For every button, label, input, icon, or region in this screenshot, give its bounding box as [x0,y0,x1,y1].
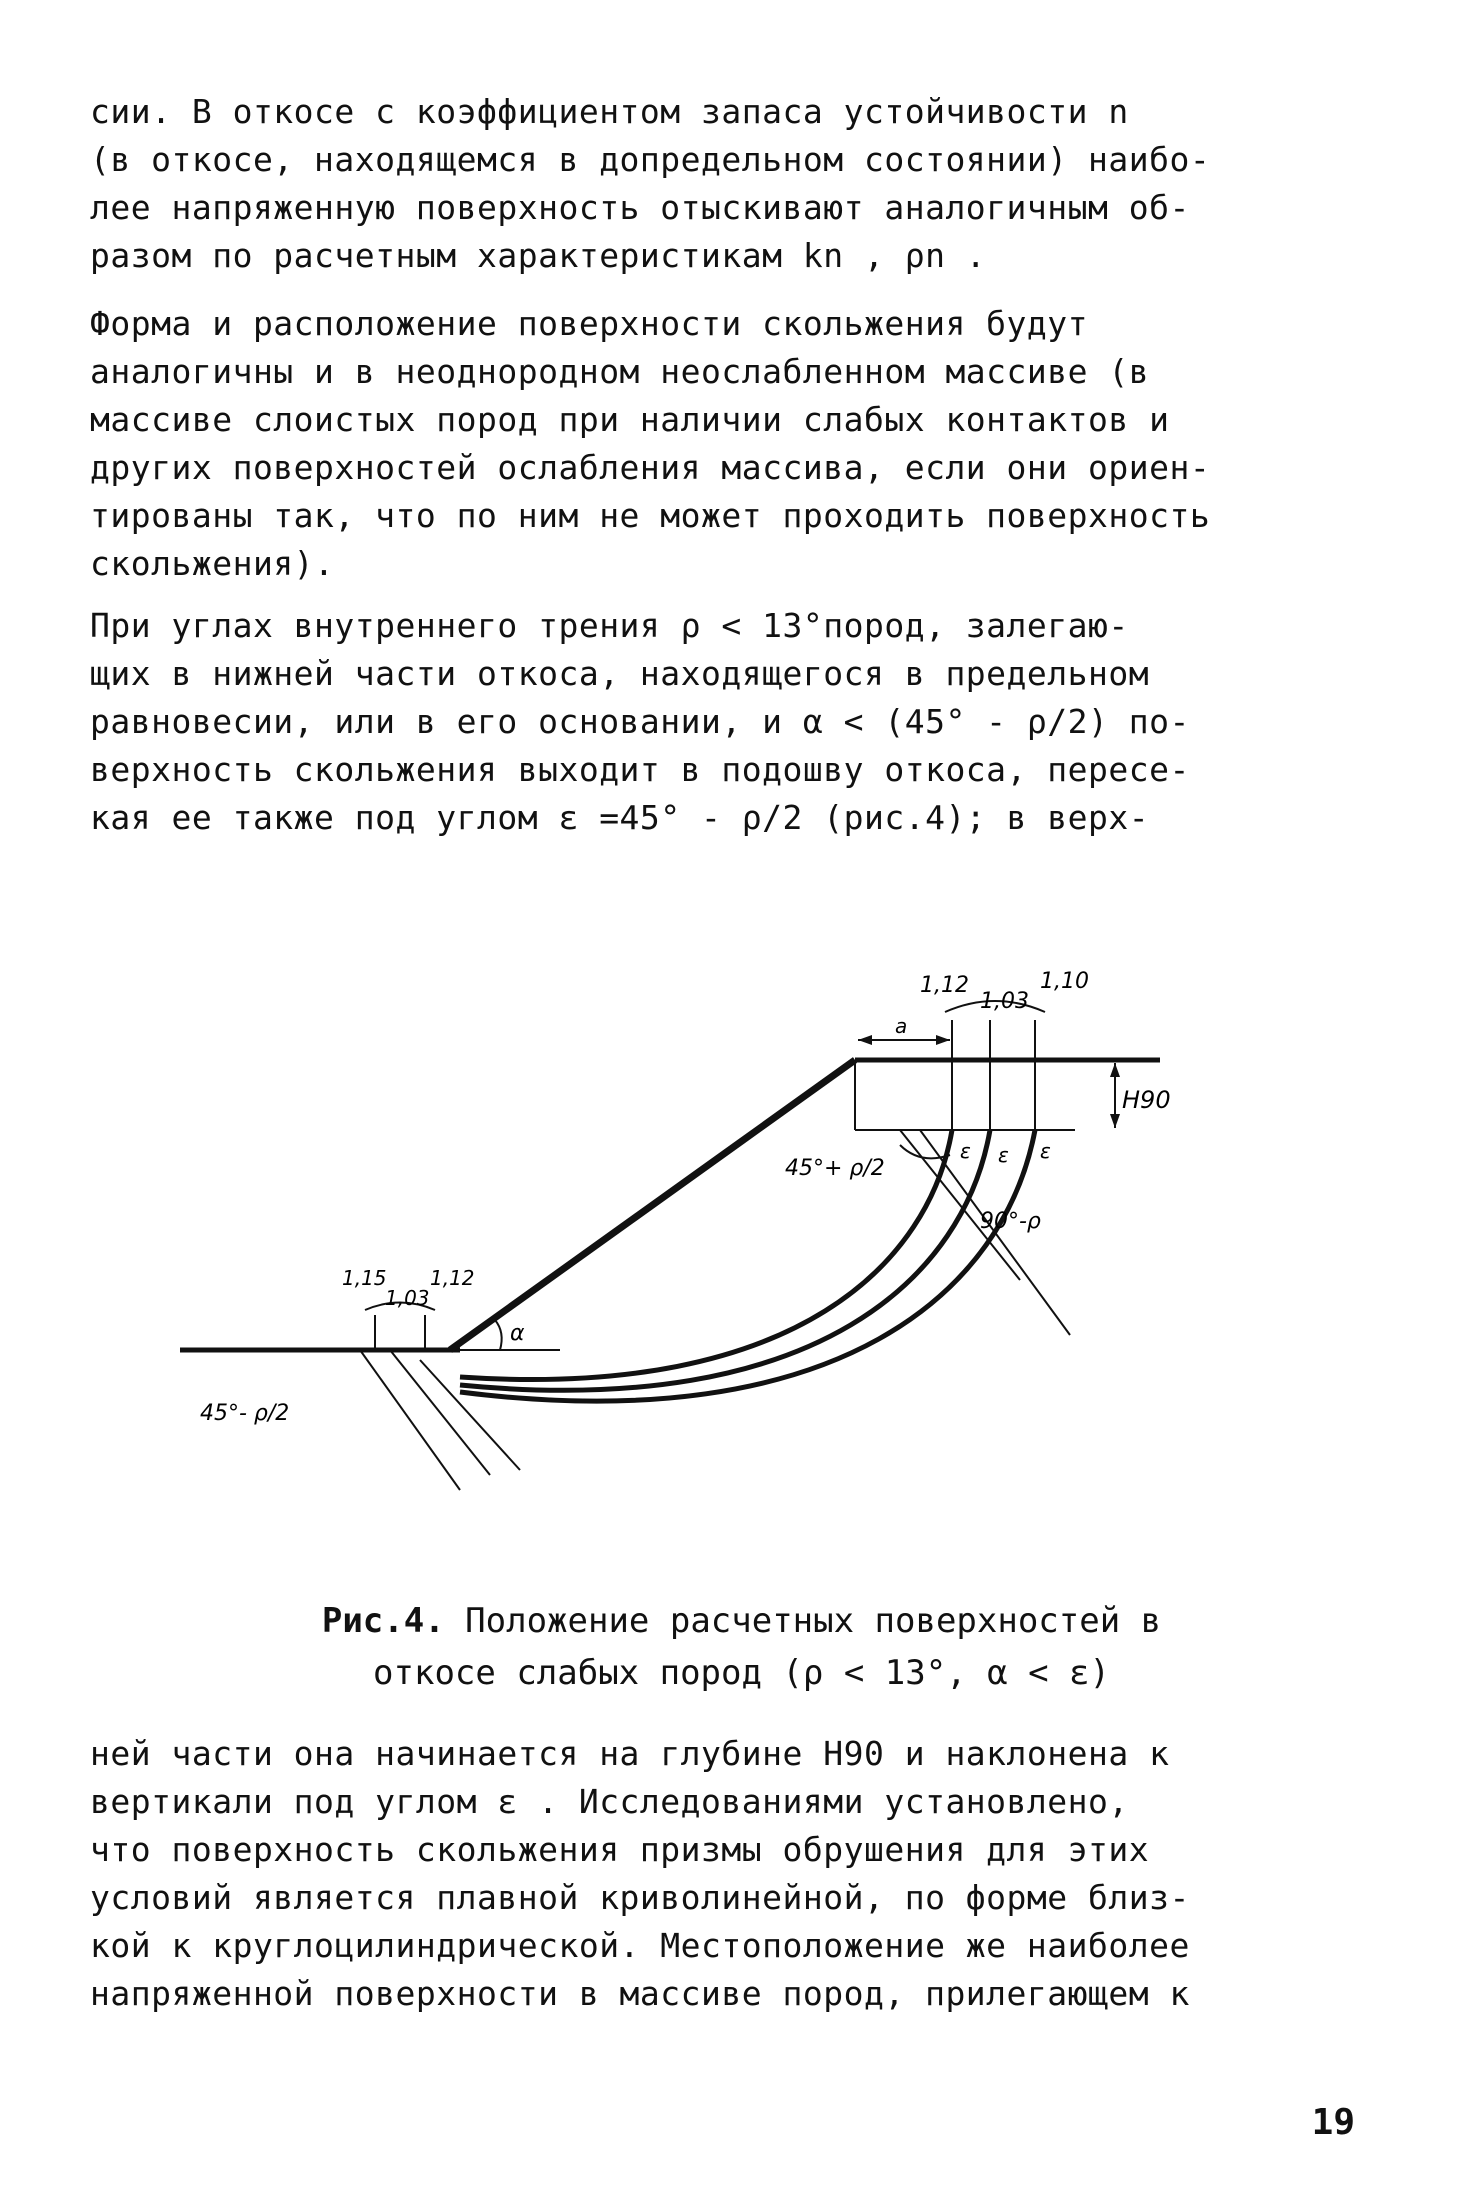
alpha-label: α [510,1321,525,1346]
figure-caption [0,1595,1483,1647]
paragraph-1: сии. В откосе с коэффициентом запаса устойчивости n (в откосе, находящемся в допредельном состоянии) наибо- лее напряженную поверхность отыскивают аналогичным об- разом по расчетным характеристикам kn , ρn . [90,92,1211,275]
top-label-2: 1,03 [980,989,1029,1014]
h90-arrow-bottom [1110,1114,1120,1128]
page-number: 19 [1311,2102,1355,2143]
a-arrow-right [936,1035,950,1045]
bottom-label-2: 1,03 [385,1286,430,1310]
a-arrow-left [858,1035,872,1045]
epsilon-label-3: ε [1040,1139,1051,1163]
h90-label: H90 [1122,1086,1171,1114]
slope-face [450,1060,855,1350]
slip-surface-2 [460,1130,990,1390]
bottom-angle-label: 45°- ρ/2 [200,1401,290,1426]
caption-line-1: Положение расчетных поверхностей в [465,1601,1162,1641]
caption-head: Рис.4. [321,1601,445,1641]
bottom-label-1: 1,15 [342,1266,387,1290]
ninety-minus-rho-label: 90°-ρ [980,1209,1041,1234]
paragraph-2: Форма и расположение поверхности скольжения будут аналогичны и в неоднородном неослабленном массиве (в массиве слоистых пород при наличии слабых контактов и других поверхностей ослабления массива, если они ориен- тированы так, что по ним не может проходить поверхность скольжения). [90,304,1211,583]
slope-diagram [160,930,1171,1490]
figure-caption-2: откосе слабых пород (ρ < 13°, α < ε) [373,1653,1110,1693]
paragraph-4: ней части она начинается на глубине H90 и наклонена к вертикали под углом ε . Исследованиями установлено, что поверхность скольжения призмы обрушения для этих условий является плавной криволинейной, по форме близ- кой к круглоцилиндрической. Местоположение же наиболее напряженной поверхности в массиве пород, прилегающем к [90,1734,1190,2013]
bottom-label-3: 1,12 [430,1266,475,1290]
angle-arc-top [900,1145,950,1158]
a-label: a [895,1014,908,1038]
top-label-3: 1,10 [1040,969,1089,994]
epsilon-label-2: ε [998,1143,1009,1167]
epsilon-label-1: ε [960,1139,971,1163]
h90-arrow-top [1110,1063,1120,1077]
paragraph-3: При углах внутреннего трения ρ < 13°пород, залегаю- щих в нижней части откоса, находящегося в предельном равновесии, или в его основании, и α < (45° - ρ/2) по- верхность скольжения выходит в подошву откоса, пересе- кая ее также под углом ε =45° - ρ/2 (рис.4); в верх- [90,606,1190,837]
alpha-arc [495,1320,502,1350]
top-label-1: 1,12 [920,973,969,998]
top-angle-label: 45°+ ρ/2 [785,1156,885,1181]
